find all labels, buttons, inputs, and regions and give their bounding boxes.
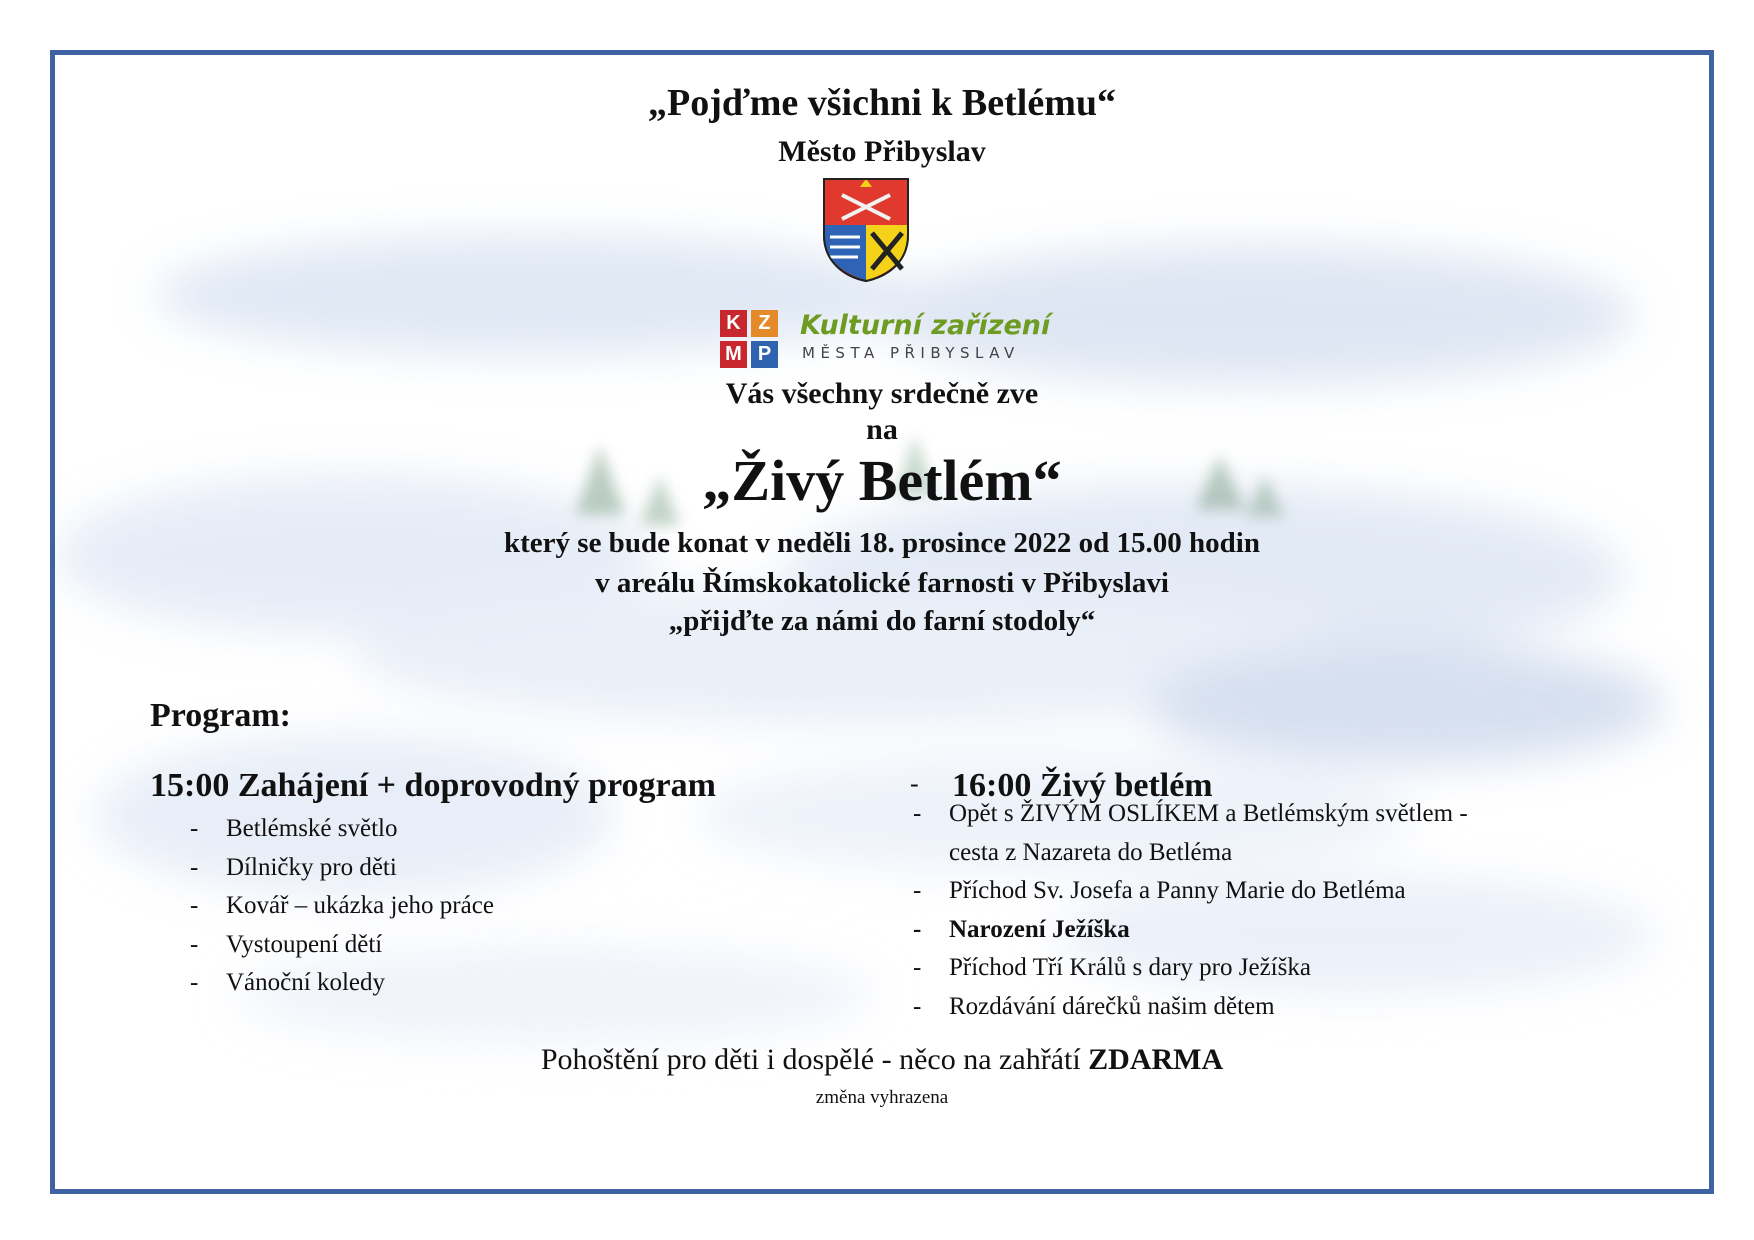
program-label: Program: bbox=[150, 697, 291, 734]
logo-subtitle: MĚSTA PŘIBYSLAV bbox=[802, 344, 1020, 362]
list-item: - Příchod Tří Králů s dary pro Ježíška bbox=[913, 949, 1513, 988]
logo-letter-k: K bbox=[720, 310, 747, 337]
program-left-heading: 15:00 Zahájení + doprovodný program bbox=[150, 767, 716, 804]
list-item: - Rozdávání dárečků našim dětem bbox=[913, 988, 1513, 1027]
town-coat-of-arms bbox=[820, 175, 912, 283]
refreshment-note bbox=[55, 1043, 1709, 1077]
logo-letter-p: P bbox=[751, 341, 778, 368]
kzmp-logo bbox=[720, 310, 1060, 368]
list-item: - Vánoční koledy bbox=[190, 964, 494, 1003]
program-right-heading: 16:00 Živý betlém bbox=[952, 767, 1213, 804]
logo-letter-m: M bbox=[720, 341, 747, 368]
list-item: - Vystoupení dětí bbox=[190, 926, 494, 965]
town-name: Město Přibyslav bbox=[778, 135, 986, 168]
invitation-na: na bbox=[866, 413, 898, 446]
list-item: - Betlémské světlo bbox=[190, 810, 494, 849]
invitation-line: Vás všechny srdečně zve bbox=[725, 377, 1039, 410]
change-reserved-note: změna vyhrazena bbox=[815, 1087, 949, 1108]
event-date-line: který se bude konat v neděli 18. prosince 2022 od 15.00 hodin bbox=[504, 527, 1260, 559]
kzmp-logo-mark bbox=[720, 310, 778, 368]
poster-title: „Pojďme všichni k Betlému“ bbox=[647, 82, 1116, 124]
refreshment-free-highlight: ZDARMA bbox=[1088, 1043, 1224, 1076]
program-right-heading-dash: - bbox=[910, 769, 919, 798]
list-item: - Příchod Sv. Josefa a Panny Marie do Betléma bbox=[913, 872, 1513, 911]
refreshment-text: Pohoštění pro děti i dospělé - něco na zahřátí bbox=[540, 1043, 1089, 1076]
logo-name: Kulturní zařízení bbox=[800, 310, 1051, 341]
program-right-list bbox=[913, 795, 1513, 1026]
poster-frame bbox=[50, 50, 1714, 1194]
list-item: - Kovář – ukázka jeho práce bbox=[190, 887, 494, 926]
event-title: „Živý Betlém“ bbox=[702, 448, 1062, 513]
program-left-list bbox=[190, 810, 494, 1003]
list-item: - Opět s ŽIVÝM OSLÍKEM a Betlémským světlem - cesta z Nazareta do Betléma bbox=[913, 795, 1513, 872]
event-location-line: v areálu Římskokatolické farnosti v Přibyslavi bbox=[595, 567, 1169, 599]
logo-letter-z: Z bbox=[751, 310, 778, 337]
list-item: - Dílničky pro děti bbox=[190, 849, 494, 888]
event-quote-line: „přijďte za námi do farní stodoly“ bbox=[668, 605, 1096, 637]
list-item: - Narození Ježíška bbox=[913, 911, 1513, 950]
